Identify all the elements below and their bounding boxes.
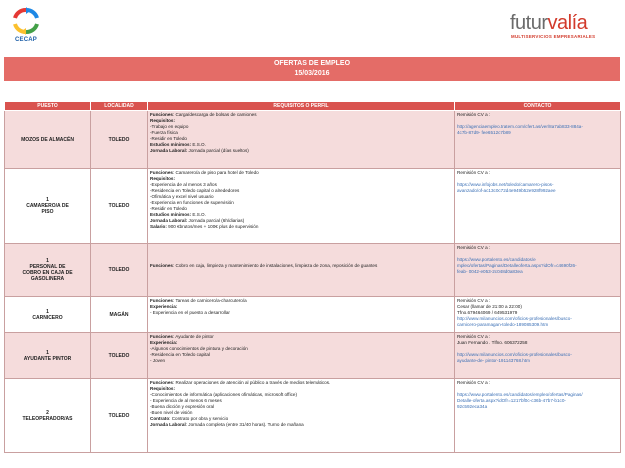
cell-puesto xyxy=(5,169,91,244)
requirement-label: Funciones xyxy=(150,334,173,339)
requirement-label: Funciones xyxy=(150,112,173,117)
puesto-line: PERSONAL DE xyxy=(29,264,66,270)
contact-link[interactable]: Detalle-oferta.aspx?idOfr=1217bf0c-c36b-47b7-b1c0- xyxy=(457,398,566,403)
requirement-label: Funciones xyxy=(150,380,173,385)
requirement-label: Experiencia: xyxy=(150,304,178,309)
cell-requisitos xyxy=(148,379,455,453)
contact-link[interactable]: http://www.milanuncios.com/oficios-profesionales/busco- xyxy=(457,316,572,321)
requirement-label: Experiencia: xyxy=(150,340,178,345)
contact-text: Cesar (llamar de 21:00 a 22:00) xyxy=(457,304,522,309)
requirement-text: -Buen nivel de visión xyxy=(150,410,193,415)
requirement-label: Estudios mínimos: xyxy=(150,142,192,147)
puesto-line: CAMARERO/A DE xyxy=(26,203,69,209)
requirement-text: : Camarero/a de piso para hotel de Toledo xyxy=(172,170,259,175)
requirement-label: Funciones xyxy=(150,263,173,268)
contact-text: Remisión CV a : xyxy=(457,112,491,117)
cell-localidad: TOLEDO xyxy=(91,111,148,169)
requirement-label: Jornada Laboral: xyxy=(150,218,188,223)
requirement-label: Requisitos: xyxy=(150,176,176,181)
contact-link[interactable]: mpleo/ofertas/Paginas/Detalleoferta.aspx?idOfr=c4690f26- xyxy=(457,263,577,268)
requirement-text: -Fuerza física xyxy=(150,130,178,135)
requirement-line xyxy=(150,310,452,316)
cecap-arrows-icon xyxy=(11,6,41,36)
puesto-line: MOZOS DE ALMACÉN xyxy=(21,136,74,143)
table-row xyxy=(5,297,621,333)
requirement-line xyxy=(150,422,452,428)
puesto-line: 1 xyxy=(46,258,49,264)
requirement-line xyxy=(150,148,452,154)
puesto-line: PISO xyxy=(41,209,54,215)
column-header-requisitos: REQUISITOS O PERFIL xyxy=(148,102,455,111)
contact-link[interactable]: https://www.infojobs.net/toledo/camarero-pisos- xyxy=(457,182,554,187)
requirement-text: : Realizar operaciones de atención al público a través de medios telemáticos. xyxy=(172,380,331,385)
requirement-text: -Residencia en Toledo capital xyxy=(150,352,210,357)
contact-text: Tfno.679464069 / 649531979 xyxy=(457,310,518,315)
requirement-text: -Conocimientos de informática (aplicaciones ofimáticas, microsoft office) xyxy=(150,392,297,397)
cell-contacto xyxy=(455,244,621,297)
requirement-text: : Cobro en caja, limpieza y mantenimiento de instalaciones, limpieza de zona, reposición de guantes xyxy=(172,263,378,268)
requirement-text: -Ofimática y excel nivel usuario xyxy=(150,194,214,199)
page-title: OFERTAS DE EMPLEO xyxy=(273,60,351,67)
contact-link[interactable]: feab- 0042-e053-2c048d0a83ea xyxy=(457,269,523,274)
futurvalia-logo xyxy=(510,12,616,42)
table-row xyxy=(5,244,621,297)
contact-link[interactable]: https://www.portalento.es/candidatos/e xyxy=(457,257,536,262)
requirement-text: -Algunos conocimientos de pintura y decoración xyxy=(150,346,248,351)
cell-requisitos xyxy=(148,111,455,169)
cecap-logo xyxy=(9,6,43,46)
requirement-text: -Buena dicción y expresión oral xyxy=(150,404,215,409)
contact-text: Juan Fernando . Tlfno. 606372258 xyxy=(457,340,528,345)
contact-link[interactable]: 4c7b-87d9- fee6512c7b89 xyxy=(457,130,511,135)
requirement-text: E.S.O. xyxy=(191,212,206,217)
cell-localidad: TOLEDO xyxy=(91,244,148,297)
cell-localidad: TOLEDO xyxy=(91,169,148,244)
table-header-row xyxy=(5,102,621,111)
contact-text: Remisión CV a : xyxy=(457,245,491,250)
requirement-label: Requisitos: xyxy=(150,118,176,123)
requirement-text: : Carga/descarga de bolsas de camiones xyxy=(172,112,257,117)
page-header xyxy=(0,0,625,52)
requirement-label: Estudios mínimos: xyxy=(150,212,192,217)
contact-link[interactable]: avanzado/of-ac13c0c72d4e949b52e928f992aee xyxy=(457,188,556,193)
puesto-line: AYUDANTE PINTOR xyxy=(23,355,72,362)
requirement-text: : Contrato por obra y servicio xyxy=(169,416,229,421)
puesto-line: 1 xyxy=(46,349,49,356)
requirement-label: Jornada Laboral xyxy=(150,422,186,427)
cell-localidad: TOLEDO xyxy=(91,379,148,453)
contact-link[interactable]: http://agenciaempleo.tratem.com/cfert.as/ver/8a7ab833-884a- xyxy=(457,124,583,129)
futurvalia-tagline: MULTISERVICIOS EMPRESARIALES xyxy=(511,34,596,39)
puesto-line: 1 xyxy=(46,308,49,315)
requirement-text: Jornada parcial (días sueltos) xyxy=(187,148,249,153)
contact-link[interactable]: http://www.milanuncios.com/oficios-profesionales/busco- xyxy=(457,352,572,357)
column-header-localidad: LOCALIDAD xyxy=(91,102,148,111)
table-row xyxy=(5,169,621,244)
puesto-line: 2 xyxy=(46,409,49,416)
requirement-label: Salario: xyxy=(150,224,167,229)
requirement-text: -Residir en Toledo xyxy=(150,136,187,141)
cell-requisitos xyxy=(148,297,455,333)
cell-contacto xyxy=(455,379,621,453)
requirement-text: -Experiencia de al menos 3 años xyxy=(150,182,217,187)
column-header-contacto: CONTACTO xyxy=(455,102,621,111)
cell-requisitos xyxy=(148,333,455,379)
table-row xyxy=(5,111,621,169)
column-header-puesto: PUESTO xyxy=(5,102,91,111)
requirement-text: - Experiencia de al menos 6 meses xyxy=(150,398,222,403)
cell-contacto xyxy=(455,297,621,333)
puesto-line: 1 xyxy=(46,197,49,203)
requirement-text: : Tareas de carnicero/a-charcutero/a xyxy=(172,298,247,303)
cell-requisitos xyxy=(148,169,455,244)
requirement-line xyxy=(150,263,452,269)
contact-link[interactable]: 92c592eca34a xyxy=(457,404,488,409)
requirement-text: -Experiencia en funciones de supervisión xyxy=(150,200,234,205)
requirement-text: E.S.O. xyxy=(191,142,206,147)
cell-localidad: MAGÁN xyxy=(91,297,148,333)
job-offers-table xyxy=(4,101,621,453)
cell-puesto xyxy=(5,244,91,297)
contact-text: Remisión CV a : xyxy=(457,298,491,303)
requirement-line xyxy=(150,358,452,364)
cell-puesto xyxy=(5,333,91,379)
requirement-label: Funciones xyxy=(150,298,173,303)
cell-requisitos xyxy=(148,244,455,297)
cell-contacto xyxy=(455,169,621,244)
requirement-text: : Ayudante de pintor xyxy=(172,334,214,339)
requirement-text: -Residencia en Toledo capital o alrededores xyxy=(150,188,240,193)
page-date: 15/03/2016 xyxy=(294,70,330,77)
puesto-line: GASOLINERA xyxy=(30,276,65,282)
cell-puesto xyxy=(5,379,91,453)
cell-localidad: TOLEDO xyxy=(91,333,148,379)
requirement-label: Contrato xyxy=(150,416,170,421)
requirement-label: Jornada Laboral: xyxy=(150,148,188,153)
requirement-text: : Jornada completa (entre 31/40 horas). Turno de mañana xyxy=(185,422,304,427)
contact-link[interactable]: carnicero-paramagan-toledo-189085309.htm xyxy=(457,322,549,327)
contact-text: Remisión CV a : xyxy=(457,170,491,175)
requirement-text: -Trabajo en equipo xyxy=(150,124,189,129)
cell-puesto xyxy=(5,111,91,169)
title-band xyxy=(4,57,620,81)
requirement-text: 900 €brutos/mes + 100€ plus de supervisión xyxy=(166,224,259,229)
puesto-line: COBRO EN CAJA DE xyxy=(22,270,73,276)
puesto-line: CARNICERO xyxy=(32,314,63,321)
contact-text: Remisión CV a : xyxy=(457,380,491,385)
puesto-line: TELEOPERADOR/AS xyxy=(22,415,73,422)
requirement-line xyxy=(150,224,452,230)
requirement-text: - Experiencia en el puesto a desarrollar xyxy=(150,310,230,315)
contact-link[interactable]: ayudante-de- pintor-191143768.htm xyxy=(457,358,530,363)
requirement-text: - Joven xyxy=(150,358,166,363)
futurvalia-wordmark: futurvalía xyxy=(510,12,588,34)
cell-contacto xyxy=(455,111,621,169)
requirement-label: Funciones xyxy=(150,170,173,175)
cecap-logo-text: CECAP xyxy=(14,37,37,43)
requirement-text: -Residir en Toledo xyxy=(150,206,187,211)
contact-text: Remisión CV a : xyxy=(457,334,491,339)
requirement-label: Requisitos: xyxy=(150,386,176,391)
cell-contacto xyxy=(455,333,621,379)
requirement-text: Jornada parcial (6h/diarias) xyxy=(187,218,245,223)
table-row xyxy=(5,333,621,379)
table-row xyxy=(5,379,621,453)
contact-link[interactable]: https://www.portalento.es/candidatos/empleo/ofertas/Paginas/ xyxy=(457,392,583,397)
cell-puesto xyxy=(5,297,91,333)
